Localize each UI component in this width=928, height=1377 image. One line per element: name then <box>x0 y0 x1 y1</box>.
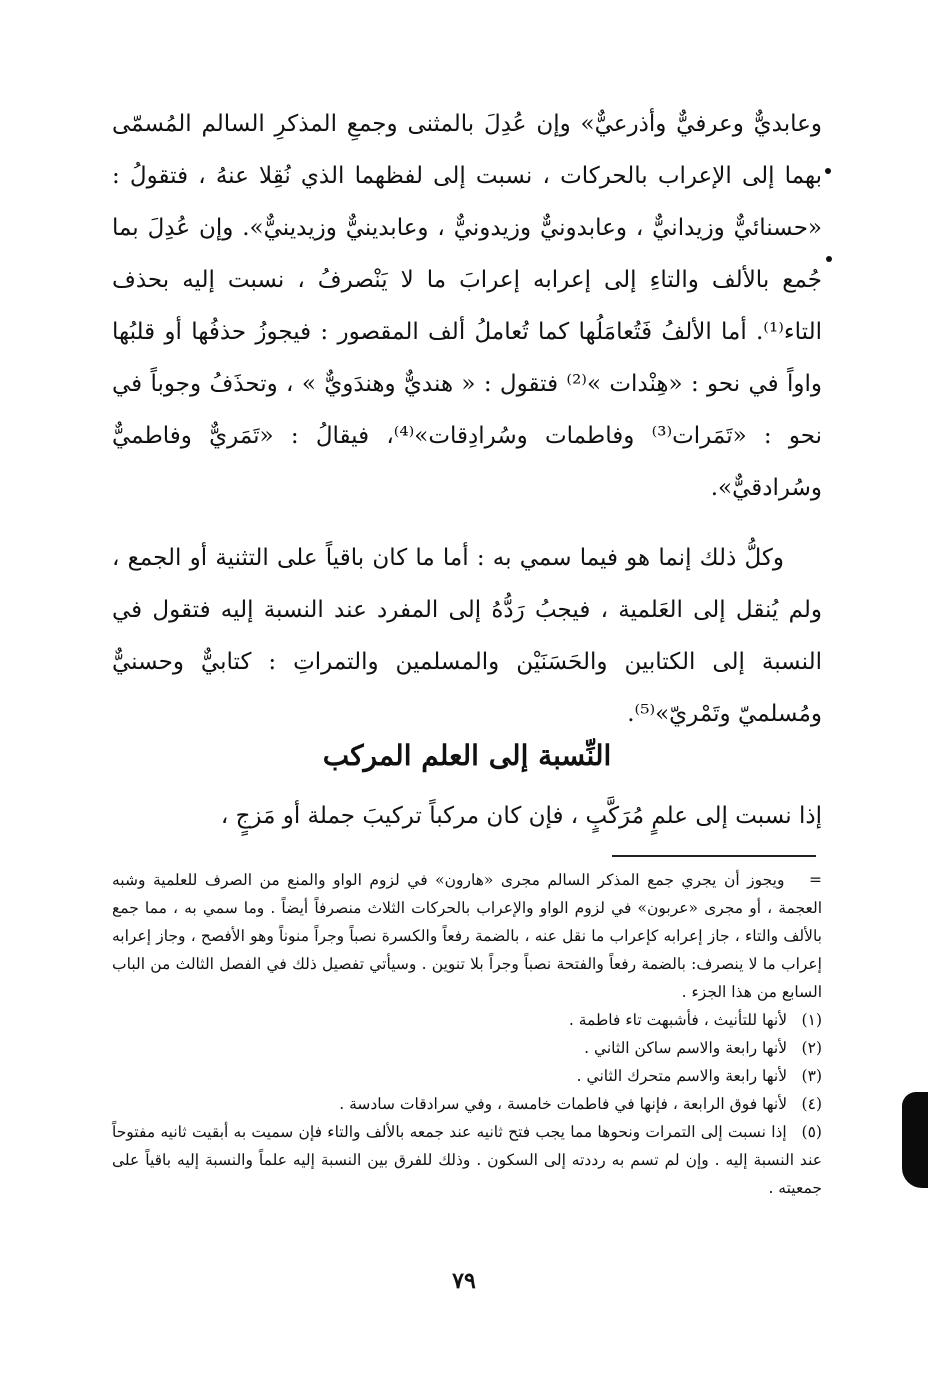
footnote-5 <box>112 1118 822 1202</box>
section-intro: إذا نسبت إلى علمٍ مُرَكَّبٍ ، فإن كان مركباً تركيبَ جملة أو مَزجٍ ، <box>220 803 822 829</box>
footnote-text: ويجوز أن يجري جمع المذكر السالم مجرى «هارون» في لزوم الواو والمنع من الصرف للعلمية وشبه العجمة ، أو مجرى «عربون» في لزوم الواو والإعراب بالحركات الثلاث منصرفاً أيضاً . وما سمي به ، مما جمع بالألف والتاء ، جاز إعرابه كإعراب ما نقل عنه ، بالضمة رفعاً والكسرة نصباً وجراً منوناً وهو الأفصح ، وجاز إعرابه إعراب ما لا ينصرف: بالضمة رفعاً والفتحة نصباً وجراً بلا تنوين . وسيأتي تفصيل ذلك في الفصل الثالث من الباب السابع من هذا الجزء . <box>112 871 822 1001</box>
paragraph-1: وعابديٌّ وعرفيٌّ وأذرعيٌّ» وإن عُدِلَ بالمثنى وجمعِ المذكرِ السالم المُسمّى بهما إلى الإعراب بالحركات ، نسبت إلى لفظهما الذي نُقِلا عنهُ ، فتقولُ : «حسنائيٌّ وزيدانيٌّ ، وعابدونيٌّ وزيدونيٌّ ، وعابدينيٌّ وزيدينيٌّ». وإن عُدِلَ بما جُمع بالألف والتاءِ إلى إعرابه إعرابَ ما لا يَنْصرفُ ، نسبت إليه بحذف التاء⁽¹⁾. أما الألفُ فَتُعامَلُها كما تُعاملُ ألف المقصور : فيجوزُ حذفُها أو قلبُها واواً في نحو : «هِنْدات »⁽²⁾ فتقول : « هنديٌّ وهندَويٌّ » ، وتحذَفُ وجوباً في نحو : «تَمَرات⁽³⁾ وفاطمات وسُرادِقات»⁽⁴⁾، فيقالُ : «تَمَريٌّ وفاطميٌّ وسُرادقيٌّ». <box>112 111 822 501</box>
footnote-continuation <box>112 866 822 1006</box>
section-heading: النِّسبة إلى العلم المركب <box>322 739 612 772</box>
footnote-text: لأنها للتأنيث ، فأشبهت تاء فاطمة . <box>568 1011 788 1029</box>
paragraph-2: وكلُّ ذلك إنما هو فيما سمي به : أما ما كان باقياً على التثنية أو الجمع ، ولم يُنقل إلى العَلمية ، فيجبُ رَدُّهُ إلى المفرد عند النسبة إليه فتقول في النسبة إلى الكتابين والحَسَنَيْن والمسلمين والتمراتِ : كتابيٌّ وحسنيٌّ ومُسلميّ وتَمْريّ»⁽⁵⁾. <box>112 545 822 727</box>
page-number: ٧٩ <box>452 1268 476 1294</box>
margin-speck <box>825 168 831 174</box>
footnote-text: لأنها فوق الرابعة ، فإنها في فاطمات خامسة ، وفي سرادقات سادسة . <box>339 1095 788 1113</box>
footnotes <box>112 866 822 1202</box>
footnote-divider <box>612 855 816 857</box>
footnote-1 <box>112 1006 822 1034</box>
footnote-2 <box>112 1034 822 1062</box>
footnote-4 <box>112 1090 822 1118</box>
footnote-marker: = <box>809 871 822 889</box>
footnote-text: إذا نسبت إلى التمرات ونحوها مما يجب فتح ثانيه عند جمعه بالألف والتاء فإن سميت به أبقيت ثانيه مفتوحاً عند النسبة إليه . وإن لم تسم به رددته إلى السكون . وذلك للفرق بين النسبة إليه علماً والنسبة إليه باقياً على جمعيته . <box>112 1123 822 1197</box>
page-edge-blot <box>902 1092 928 1188</box>
footnote-number: (١) <box>801 1011 822 1029</box>
footnote-number: (٥) <box>801 1123 822 1141</box>
footnote-3 <box>112 1062 822 1090</box>
footnote-text: لأنها رابعة والاسم متحرك الثاني . <box>576 1067 788 1085</box>
footnote-number: (٤) <box>801 1095 822 1113</box>
main-text <box>112 98 822 740</box>
footnote-number: (٣) <box>801 1067 822 1085</box>
footnote-text: لأنها رابعة والاسم ساكن الثاني . <box>584 1039 788 1057</box>
footnote-number: (٢) <box>801 1039 822 1057</box>
margin-speck <box>826 256 832 262</box>
